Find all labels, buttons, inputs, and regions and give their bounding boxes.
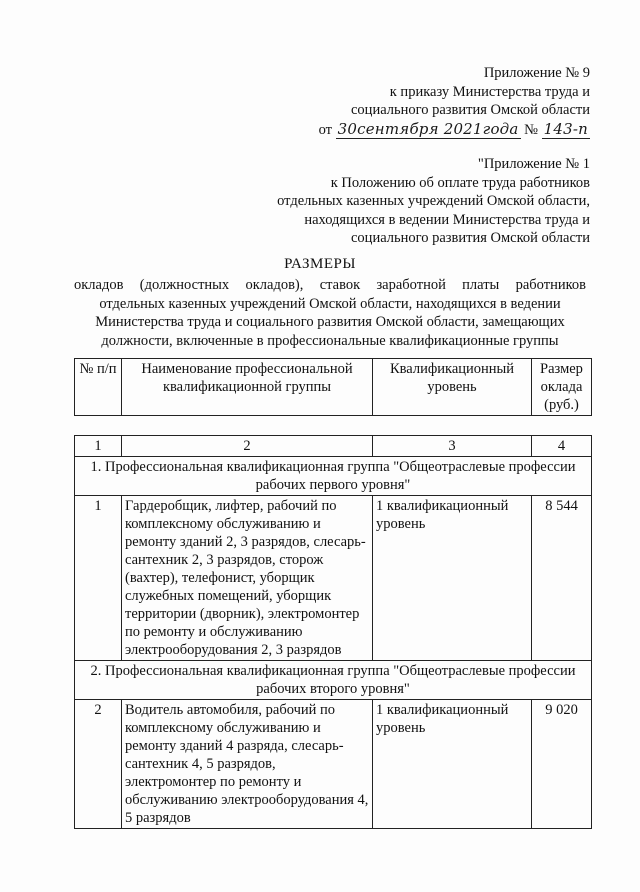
header-col-salary: Размер оклада (руб.)	[532, 359, 592, 416]
header-table	[74, 358, 592, 416]
number-sign: №	[524, 121, 539, 138]
appendix-9-line2: к приказу Министерства труда и	[389, 83, 590, 100]
document-subtitle	[74, 276, 586, 350]
subtitle-line: Министерства труда и социального развития Омской области, замещающих	[95, 314, 565, 330]
column-number: 4	[532, 436, 592, 457]
appendix-1-line3: отдельных казенных учреждений Омской области,	[277, 193, 590, 209]
profession-names: Гардеробщик, лифтер, рабочий по комплексному обслуживанию и ремонту зданий 2, 3 разрядов, слесарь-сантехник 2, 3 разрядов, сторож (вахтер), телефонист, уборщик служебных помещений, уборщик территории (дворник), электромонтер по ремонту и обслуживанию электрооборудования 2, 3 разрядов	[122, 496, 373, 661]
qualification-level: 1 квалификационный уровень	[373, 496, 532, 661]
appendix-1-line2: к Положению об оплате труда работников	[330, 174, 590, 191]
data-table	[74, 435, 592, 829]
column-number: 1	[75, 436, 122, 457]
appendix-1-line4: находящихся в ведении Министерства труда и	[304, 211, 590, 228]
header-col-name: Наименование профессиональной квалификационной группы	[122, 359, 373, 416]
appendix-9-block	[319, 64, 590, 139]
header-col-number: № п/п	[75, 359, 122, 416]
group-row	[75, 661, 592, 700]
row-number: 1	[75, 496, 122, 661]
handwritten-date: 30сентября 2021года	[337, 119, 519, 138]
column-number: 2	[122, 436, 373, 457]
subtitle-line: должности, включенные в профессиональные квалификационные группы	[101, 332, 559, 349]
group-title: 1. Профессиональная квалификационная группа "Общеотраслевые профессии рабочих первого уровня"	[75, 457, 592, 496]
appendix-9-date-line	[319, 120, 590, 140]
appendix-1-block	[277, 155, 590, 248]
subtitle-line: отдельных казенных учреждений Омской области, находящихся в ведении	[99, 295, 561, 312]
group-row	[75, 457, 592, 496]
header-col-level: Квалификационный уровень	[373, 359, 532, 416]
handwritten-number: 143-п	[543, 119, 588, 138]
appendix-1-title: "Приложение № 1	[477, 156, 590, 172]
salary-value: 8 544	[532, 496, 592, 661]
group-title: 2. Профессиональная квалификационная группа "Общеотраслевые профессии рабочих второго уровня"	[75, 661, 592, 700]
subtitle-line: окладов (должностных окладов), ставок заработной платы работников	[74, 277, 586, 293]
date-prefix: от	[318, 121, 333, 138]
column-number-row	[75, 436, 592, 457]
salary-value: 9 020	[532, 700, 592, 829]
document-title: РАЗМЕРЫ	[284, 256, 356, 272]
table-row	[75, 496, 592, 661]
profession-names: Водитель автомобиля, рабочий по комплексному обслуживанию и ремонту зданий 4 разряда, слесарь-сантехник 4, 5 разрядов, электромонтер по ремонту и обслуживанию электрооборудования 4, 5 разрядов	[122, 700, 373, 829]
appendix-9-title: Приложение № 9	[483, 65, 590, 81]
appendix-9-line3: социального развития Омской области	[351, 102, 590, 118]
column-number: 3	[373, 436, 532, 457]
qualification-level: 1 квалификационный уровень	[373, 700, 532, 829]
table-row	[75, 700, 592, 829]
row-number: 2	[75, 700, 122, 829]
appendix-1-line5: социального развития Омской области	[351, 230, 590, 246]
